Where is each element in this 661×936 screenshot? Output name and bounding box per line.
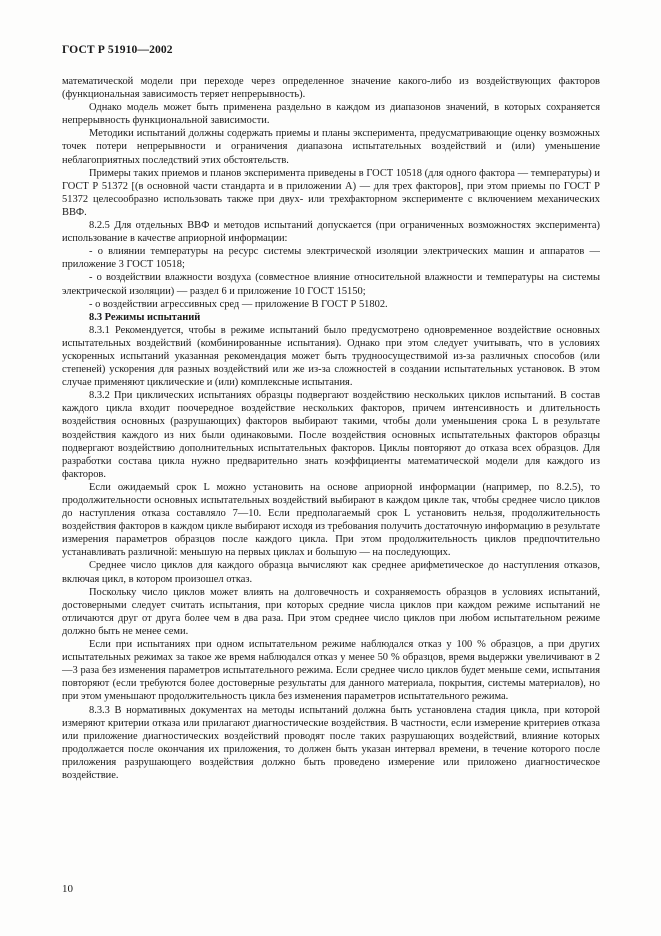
list-item: - о воздействии влажности воздуха (совместное влияние относительной влажности и температуры на системы электрической изоляции) — раздел 6 и приложение 10 ГОСТ 15150; — [62, 272, 600, 297]
paragraph: Однако модель может быть применена раздельно в каждом из диапазонов значений, в которых сохраняется непрерывность функциональной зависимости. — [62, 102, 600, 127]
page-header: ГОСТ Р 51910—2002 — [62, 43, 173, 56]
paragraph: Если при испытаниях при одном испытательном режиме наблюдался отказ у 100 % образцов, а при других испытательных режимах за такое же время наблюдался отказ у менее 50 % образцов, время выдержки увеличивают в 2—3 раза без изменения параметров испытательного режима. Если среднее число циклов будет меньше семи, испытания повторяют (если требуются более достоверные результаты для данного материала, покрытия, системы материалов), но при этом уменьшают продолжительность цикла без изменения параметров испытательного режима. — [62, 639, 600, 703]
list-item: - о влиянии температуры на ресурс системы электрической изоляции электрических машин и аппаратов — приложение 3 ГОСТ 10518; — [62, 246, 600, 271]
paragraph: Поскольку число циклов может влиять на долговечность и сохраняемость образцов в условиях испытаний, достоверными следует считать испытания, при которых средние числа циклов при каждом режиме испытаний не отличаются друг от друга более чем в два раза. При этом среднее число циклов при любом испытательном режиме должно быть не менее семи. — [62, 586, 600, 637]
paragraph: математической модели при переходе через определенное значение какого-либо из воздействующих факторов (функциональная зависимость теряет непрерывность). — [62, 76, 600, 101]
paragraph: Примеры таких приемов и планов эксперимента приведены в ГОСТ 10518 (для одного фактора — температуры) и ГОСТ Р 51372 [(в основной части стандарта и в приложении А) — для трех факторов], при этом приемы по ГОСТ Р 51372 целесообразно использовать также при двух- или трехфакторном эксперименте с включением механических ВВФ. — [62, 167, 600, 218]
paragraph: 8.2.5 Для отдельных ВВФ и методов испытаний допускается (при ограниченных возможностях эксперимента) использование в качестве априорной информации: — [62, 220, 600, 245]
page-number: 10 — [62, 883, 73, 895]
paragraph: Если ожидаемый срок L можно установить на основе априорной информации (например, по 8.2.5), то продолжительности основных испытательных воздействий выбирают в каждом цикле так, чтобы среднее число циклов до наступления отказа составляло 7—10. Если предполагаемый срок L установить нельзя, продолжительность воздействия факторов в каждом цикле выбирают исходя из требования получить достаточную информацию в результате измерения параметров образцов после каждого цикла. При этом продолжительность циклов предпочтительно устанавливать различной: меньшую на первых циклах и большую — на последующих. — [62, 481, 600, 559]
section-heading: 8.3 Режимы испытаний — [89, 311, 201, 323]
paragraph: 8.3.3 В нормативных документах на методы испытаний должна быть установлена стадия цикла, при которой измеряют критерии отказа или прилагают диагностические воздействия. В частности, если измерение критериев отказа или приложение диагностических воздействий проводят после таких разрушающих воздействий, влияние которых продолжается после окончания их приложения, то должен быть указан интервал времени, в течение которого после приложения разрушающего воздействия должно быть проведено измерение или приложено диагностическое воздействие. — [62, 704, 600, 781]
list-item: - о воздействии агрессивных сред — приложение В ГОСТ Р 51802. — [89, 298, 388, 310]
paragraph: 8.3.2 При циклических испытаниях образцы подвергают воздействию нескольких циклов испытаний. В состав каждого цикла входит поочередное воздействие нескольких факторов, причем интенсивность и длительность воздействия основных (разрушающих) факторов выбирают такими, чтобы доли уменьшения срока L в результате воздействия каждого из них были одинаковыми. После воздействия основных испытательных факторов образцы подвергают воздействию дополнительных испытательных факторов. Циклы повторяют до отказа всех образцов. Для разработки состава цикла нужно предварительно знать коэффициенты математической модели для каждого из факторов. — [62, 390, 600, 480]
paragraph: Методики испытаний должны содержать приемы и планы эксперимента, предусматривающие оценку возможных точек потери непрерывности и ограничения диапазона испытательных воздействий и (или) уменьшение неблагоприятных последствий этих обстоятельств. — [62, 128, 600, 166]
page-body — [62, 75, 600, 782]
paragraph: Среднее число циклов для каждого образца вычисляют как среднее арифметическое до наступления отказов, включая цикл, в котором произошел отказ. — [62, 560, 600, 585]
paragraph: 8.3.1 Рекомендуется, чтобы в режиме испытаний было предусмотрено одновременное воздействие основных испытательных воздействий (комбинированные испытания). Однако при этом следует учитывать, что в условиях ускоренных испытаний указанная рекомендация может быть трудноосуществимой из-за различных способов (или степеней) ускорения для разных воздействий или же из-за сложностей в создании испытательных установок. В этом случае применяют циклические и (или) комплексные испытания. — [62, 324, 600, 389]
